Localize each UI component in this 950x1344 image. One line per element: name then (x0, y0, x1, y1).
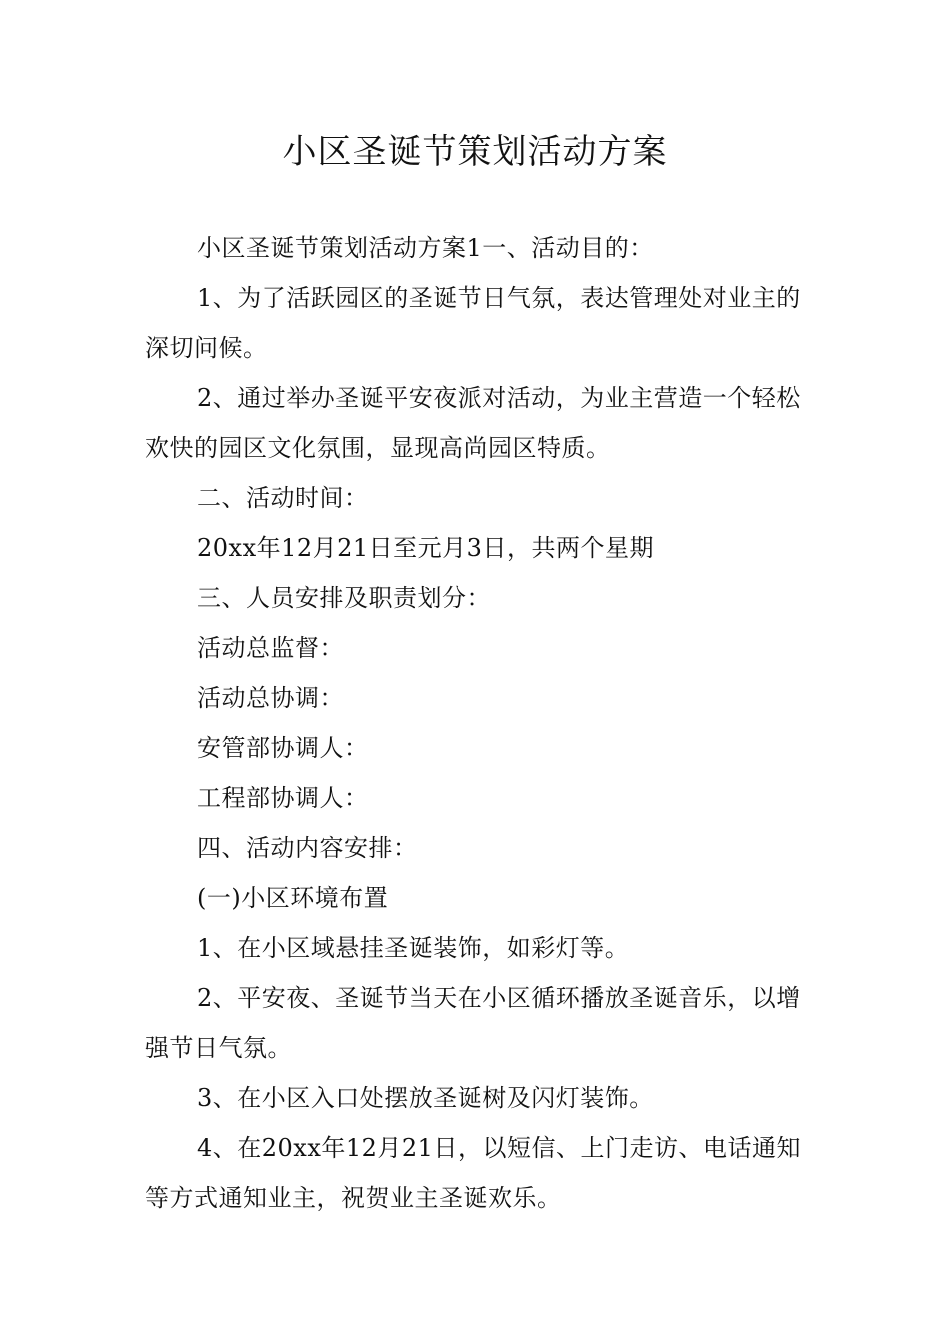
paragraph-engineering-coordinator: 工程部协调人： (197, 784, 369, 812)
paragraph-env-3: 3、在小区入口处摆放圣诞树及闪灯装饰。 (197, 1084, 654, 1112)
document-body (145, 223, 810, 1223)
paragraph-goal-2: 2、通过举办圣诞平安夜派对活动，为业主营造一个轻松欢快的园区文化氛围，显现高尚园区特质。 (145, 384, 801, 462)
paragraph-intro: 小区圣诞节策划活动方案1一、活动目的： (197, 234, 654, 262)
section-heading-time: 二、活动时间： (197, 484, 369, 512)
paragraph-coordinator: 活动总协调： (197, 684, 344, 712)
paragraph-security-coordinator: 安管部协调人： (197, 734, 369, 762)
paragraph-supervisor: 活动总监督： (197, 634, 344, 662)
section-heading-content: 四、活动内容安排： (197, 834, 418, 862)
paragraph-goal-1: 1、为了活跃园区的圣诞节日气氛，表达管理处对业主的深切问候。 (145, 284, 801, 362)
section-heading-staff: 三、人员安排及职责划分： (197, 584, 491, 612)
document-title: 小区圣诞节策划活动方案 (282, 132, 668, 172)
subsection-heading-environment: (一)小区环境布置 (197, 884, 389, 912)
paragraph-env-4: 4、在20xx年12月21日，以短信、上门走访、电话通知等方式通知业主，祝贺业主圣诞欢乐。 (145, 1134, 801, 1212)
paragraph-env-2: 2、平安夜、圣诞节当天在小区循环播放圣诞音乐，以增强节日气氛。 (145, 984, 801, 1062)
paragraph-time: 20xx年12月21日至元月3日，共两个星期 (197, 534, 654, 562)
paragraph-env-1: 1、在小区域悬挂圣诞装饰，如彩灯等。 (197, 934, 630, 962)
